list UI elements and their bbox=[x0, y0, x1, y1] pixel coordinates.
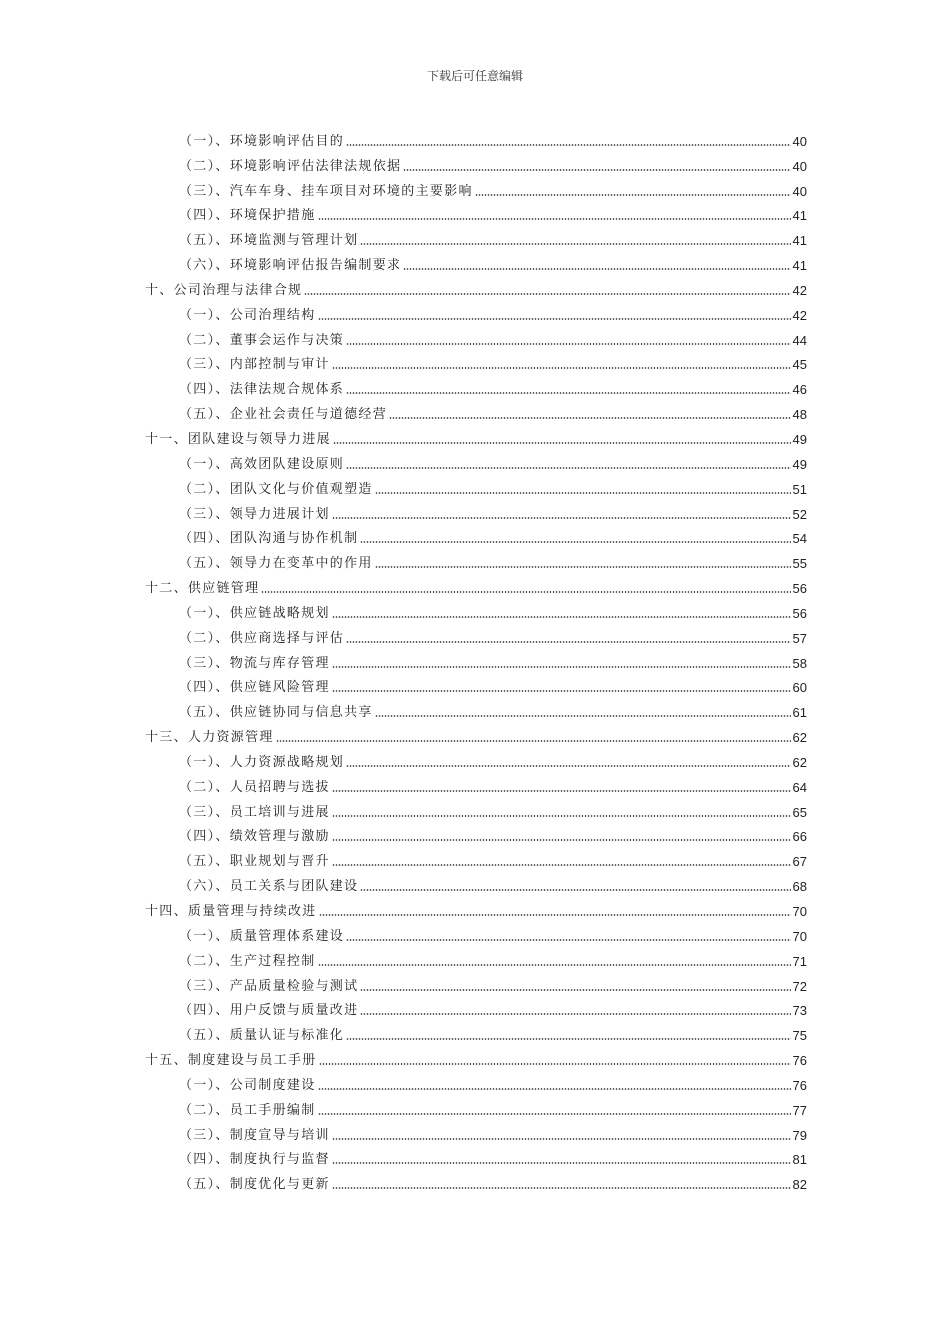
toc-section-entry[interactable] bbox=[145, 648, 807, 673]
toc-page-number: 75 bbox=[792, 1028, 807, 1044]
toc-entry-title: （三）、产品质量检验与测试 bbox=[179, 978, 359, 994]
toc-dot-leader bbox=[360, 988, 790, 992]
toc-entry-title: （二）、生产过程控制 bbox=[179, 953, 316, 969]
toc-page-number: 46 bbox=[792, 382, 807, 398]
toc-section-entry[interactable] bbox=[145, 996, 807, 1021]
toc-entry-title: （四）、制度执行与监督 bbox=[179, 1152, 330, 1168]
toc-dot-leader bbox=[360, 1012, 790, 1016]
toc-page-number: 40 bbox=[792, 158, 807, 174]
toc-dot-leader bbox=[332, 615, 791, 619]
toc-entry-title: （五）、制度优化与更新 bbox=[179, 1177, 330, 1193]
toc-entry-title: （三）、领导力进展计划 bbox=[179, 506, 330, 522]
toc-page-number: 58 bbox=[792, 655, 807, 671]
toc-dot-leader bbox=[346, 764, 790, 768]
toc-section-entry[interactable] bbox=[145, 151, 807, 176]
toc-dot-leader bbox=[276, 739, 791, 743]
toc-entry-title: （五）、环境监测与管理计划 bbox=[179, 233, 359, 249]
toc-entry-title: （五）、领导力在变革中的作用 bbox=[179, 556, 373, 572]
toc-entry-title: （一）、供应链战略规划 bbox=[179, 605, 330, 621]
toc-dot-leader bbox=[475, 193, 791, 197]
toc-dot-leader bbox=[346, 938, 790, 942]
toc-chapter-entry[interactable] bbox=[145, 573, 807, 598]
toc-section-entry[interactable] bbox=[145, 225, 807, 250]
toc-entry-title: （四）、绩效管理与激励 bbox=[179, 829, 330, 845]
toc-entry-title: （五）、企业社会责任与道德经营 bbox=[179, 407, 388, 423]
toc-section-entry[interactable] bbox=[145, 697, 807, 722]
toc-page-number: 64 bbox=[792, 779, 807, 795]
toc-entry-title: （二）、董事会运作与决策 bbox=[179, 332, 345, 348]
toc-page-number: 70 bbox=[792, 904, 807, 919]
toc-section-entry[interactable] bbox=[145, 1020, 807, 1045]
toc-dot-leader bbox=[261, 590, 790, 594]
toc-dot-leader bbox=[332, 838, 791, 842]
toc-dot-leader bbox=[389, 416, 791, 420]
toc-chapter-entry[interactable] bbox=[145, 1045, 807, 1070]
toc-page-number: 40 bbox=[792, 183, 807, 199]
toc-section-entry[interactable] bbox=[145, 350, 807, 375]
toc-page-number: 49 bbox=[792, 456, 807, 472]
toc-entry-title: （五）、职业规划与晋升 bbox=[179, 854, 330, 870]
toc-entry-title: （三）、内部控制与审计 bbox=[179, 357, 330, 373]
toc-chapter-entry[interactable] bbox=[145, 722, 807, 747]
toc-entry-title: （三）、员工培训与进展 bbox=[179, 804, 330, 820]
toc-page-number: 56 bbox=[792, 581, 807, 597]
toc-dot-leader bbox=[332, 814, 791, 818]
toc-entry-title: （三）、制度宣导与培训 bbox=[179, 1127, 330, 1143]
toc-entry-title: （二）、人员招聘与选拔 bbox=[179, 779, 330, 795]
toc-page-number: 54 bbox=[792, 531, 807, 547]
toc-page-number: 73 bbox=[792, 1003, 807, 1019]
toc-section-entry[interactable] bbox=[145, 797, 807, 822]
toc-dot-leader bbox=[318, 317, 791, 321]
toc-section-entry[interactable] bbox=[145, 201, 807, 226]
toc-entry-title: （三）、汽车车身、挂车项目对环境的主要影响 bbox=[179, 183, 473, 199]
toc-page-number: 62 bbox=[792, 730, 807, 746]
toc-dot-leader bbox=[332, 1137, 791, 1141]
toc-dot-leader bbox=[332, 1161, 791, 1165]
toc-page-number: 81 bbox=[792, 1152, 807, 1168]
toc-page-number: 57 bbox=[792, 630, 807, 646]
toc-section-entry[interactable] bbox=[145, 623, 807, 648]
toc-dot-leader bbox=[375, 491, 791, 495]
toc-page-number: 42 bbox=[792, 282, 807, 298]
toc-section-entry[interactable] bbox=[145, 971, 807, 996]
toc-section-entry[interactable] bbox=[145, 598, 807, 623]
toc-section-entry[interactable] bbox=[145, 126, 807, 151]
toc-page-number: 56 bbox=[792, 605, 807, 621]
toc-dot-leader bbox=[332, 366, 791, 370]
toc-section-entry[interactable] bbox=[145, 747, 807, 772]
toc-entry-title: （一）、质量管理体系建设 bbox=[179, 928, 345, 944]
toc-section-entry[interactable] bbox=[145, 325, 807, 350]
toc-dot-leader bbox=[332, 689, 791, 693]
toc-entry-title: （四）、法律法规合规体系 bbox=[179, 382, 345, 398]
toc-dot-leader bbox=[304, 292, 790, 296]
toc-page-number: 77 bbox=[792, 1102, 807, 1118]
toc-page-number: 68 bbox=[792, 879, 807, 895]
toc-entry-title: （四）、用户反馈与质量改进 bbox=[179, 1003, 359, 1019]
toc-page-number: 61 bbox=[792, 705, 807, 721]
toc-dot-leader bbox=[318, 1112, 791, 1116]
toc-chapter-entry[interactable] bbox=[145, 424, 807, 449]
toc-page-number: 79 bbox=[792, 1127, 807, 1143]
toc-dot-leader bbox=[346, 640, 790, 644]
toc-page-number: 45 bbox=[792, 357, 807, 373]
toc-section-entry[interactable] bbox=[145, 921, 807, 946]
toc-section-entry[interactable] bbox=[145, 474, 807, 499]
toc-section-entry[interactable] bbox=[145, 449, 807, 474]
toc-section-entry[interactable] bbox=[145, 176, 807, 201]
toc-entry-title: （四）、团队沟通与协作机制 bbox=[179, 531, 359, 547]
toc-section-entry[interactable] bbox=[145, 1120, 807, 1145]
toc-entry-title: （四）、供应链风险管理 bbox=[179, 680, 330, 696]
toc-entry-title: （二）、环境影响评估法律法规依据 bbox=[179, 158, 402, 174]
toc-section-entry[interactable] bbox=[145, 822, 807, 847]
toc-page-number: 41 bbox=[792, 258, 807, 274]
toc-page-number: 62 bbox=[792, 754, 807, 770]
toc-page-number: 49 bbox=[792, 431, 807, 447]
toc-dot-leader bbox=[318, 963, 791, 967]
toc-dot-leader bbox=[333, 441, 791, 445]
toc-section-entry[interactable] bbox=[145, 1070, 807, 1095]
toc-dot-leader bbox=[346, 342, 790, 346]
toc-page-number: 65 bbox=[792, 804, 807, 820]
toc-entry-title: 十一、团队建设与领导力进展 bbox=[145, 431, 331, 447]
toc-dot-leader bbox=[346, 391, 790, 395]
toc-page-number: 41 bbox=[792, 233, 807, 249]
toc-section-entry[interactable] bbox=[145, 1145, 807, 1170]
toc-section-entry[interactable] bbox=[145, 846, 807, 871]
toc-section-entry[interactable] bbox=[145, 1095, 807, 1120]
page-header: 下载后可任意编辑 bbox=[426, 69, 523, 83]
toc-dot-leader bbox=[332, 863, 791, 867]
toc-dot-leader bbox=[403, 168, 790, 172]
toc-section-entry[interactable] bbox=[145, 772, 807, 797]
toc-chapter-entry[interactable] bbox=[145, 275, 807, 300]
toc-page-number: 41 bbox=[792, 208, 807, 224]
toc-entry-title: （一）、高效团队建设原则 bbox=[179, 456, 345, 472]
toc-entry-title: 十四、质量管理与持续改进 bbox=[145, 904, 317, 919]
toc-page-number: 42 bbox=[792, 307, 807, 323]
toc-entry-title: 十三、人力资源管理 bbox=[145, 730, 274, 746]
toc-section-entry[interactable] bbox=[145, 250, 807, 275]
toc-dot-leader bbox=[318, 217, 791, 221]
toc-entry-title: （一）、环境影响评估目的 bbox=[179, 133, 345, 149]
toc-section-entry[interactable] bbox=[145, 499, 807, 524]
toc-dot-leader bbox=[346, 466, 790, 470]
toc-dot-leader bbox=[318, 1087, 791, 1091]
toc-entry-title: （六）、环境影响评估报告编制要求 bbox=[179, 258, 402, 274]
toc-dot-leader bbox=[360, 888, 790, 892]
toc-entry-title: （二）、员工手册编制 bbox=[179, 1102, 316, 1118]
toc-page-number: 48 bbox=[792, 407, 807, 423]
toc-dot-leader bbox=[346, 143, 790, 147]
toc-dot-leader bbox=[319, 913, 791, 917]
toc-dot-leader bbox=[332, 789, 791, 793]
toc-dot-leader bbox=[319, 1062, 791, 1066]
toc-dot-leader bbox=[375, 714, 791, 718]
toc-entry-title: （二）、供应商选择与评估 bbox=[179, 630, 345, 646]
toc-section-entry[interactable] bbox=[145, 946, 807, 971]
toc-entry-title: （四）、环境保护措施 bbox=[179, 208, 316, 224]
toc-entry-title: 十、公司治理与法律合规 bbox=[145, 282, 303, 298]
toc-page-number: 44 bbox=[792, 332, 807, 348]
toc-section-entry[interactable] bbox=[145, 374, 807, 399]
toc-page-number: 67 bbox=[792, 854, 807, 870]
toc-entry-title: （六）、员工关系与团队建设 bbox=[179, 879, 359, 895]
toc-dot-leader bbox=[346, 1037, 790, 1041]
toc-page-number: 40 bbox=[792, 133, 807, 149]
toc-chapter-entry[interactable] bbox=[145, 896, 807, 921]
toc-section-entry[interactable] bbox=[145, 300, 807, 325]
toc-page-number: 76 bbox=[792, 1053, 807, 1069]
toc-entry-title: （一）、人力资源战略规划 bbox=[179, 754, 345, 770]
toc-section-entry[interactable] bbox=[145, 524, 807, 549]
toc-section-entry[interactable] bbox=[145, 673, 807, 698]
toc-section-entry[interactable] bbox=[145, 1169, 807, 1194]
toc-entry-title: 十五、制度建设与员工手册 bbox=[145, 1053, 317, 1069]
toc-dot-leader bbox=[332, 516, 791, 520]
toc-page-number: 71 bbox=[792, 953, 807, 969]
toc-page-number: 82 bbox=[792, 1177, 807, 1193]
toc-entry-title: （五）、供应链协同与信息共享 bbox=[179, 705, 373, 721]
table-of-contents bbox=[145, 126, 807, 1194]
toc-entry-title: （一）、公司治理结构 bbox=[179, 307, 316, 323]
toc-dot-leader bbox=[375, 565, 791, 569]
toc-dot-leader bbox=[360, 242, 790, 246]
toc-dot-leader bbox=[360, 540, 790, 544]
toc-page-number: 60 bbox=[792, 680, 807, 696]
toc-entry-title: （二）、团队文化与价值观塑造 bbox=[179, 481, 373, 497]
toc-page-number: 70 bbox=[792, 928, 807, 944]
toc-section-entry[interactable] bbox=[145, 871, 807, 896]
toc-page-number: 51 bbox=[792, 481, 807, 497]
toc-dot-leader bbox=[332, 1186, 791, 1190]
toc-page-number: 66 bbox=[792, 829, 807, 845]
toc-dot-leader bbox=[403, 267, 790, 271]
toc-page-number: 55 bbox=[792, 556, 807, 572]
toc-dot-leader bbox=[332, 665, 791, 669]
toc-section-entry[interactable] bbox=[145, 548, 807, 573]
toc-page-number: 72 bbox=[792, 978, 807, 994]
toc-entry-title: （五）、质量认证与标准化 bbox=[179, 1028, 345, 1044]
toc-entry-title: （三）、物流与库存管理 bbox=[179, 655, 330, 671]
toc-section-entry[interactable] bbox=[145, 399, 807, 424]
toc-entry-title: （一）、公司制度建设 bbox=[179, 1077, 316, 1093]
toc-page-number: 52 bbox=[792, 506, 807, 522]
toc-page-number: 76 bbox=[792, 1077, 807, 1093]
toc-entry-title: 十二、供应链管理 bbox=[145, 581, 260, 597]
